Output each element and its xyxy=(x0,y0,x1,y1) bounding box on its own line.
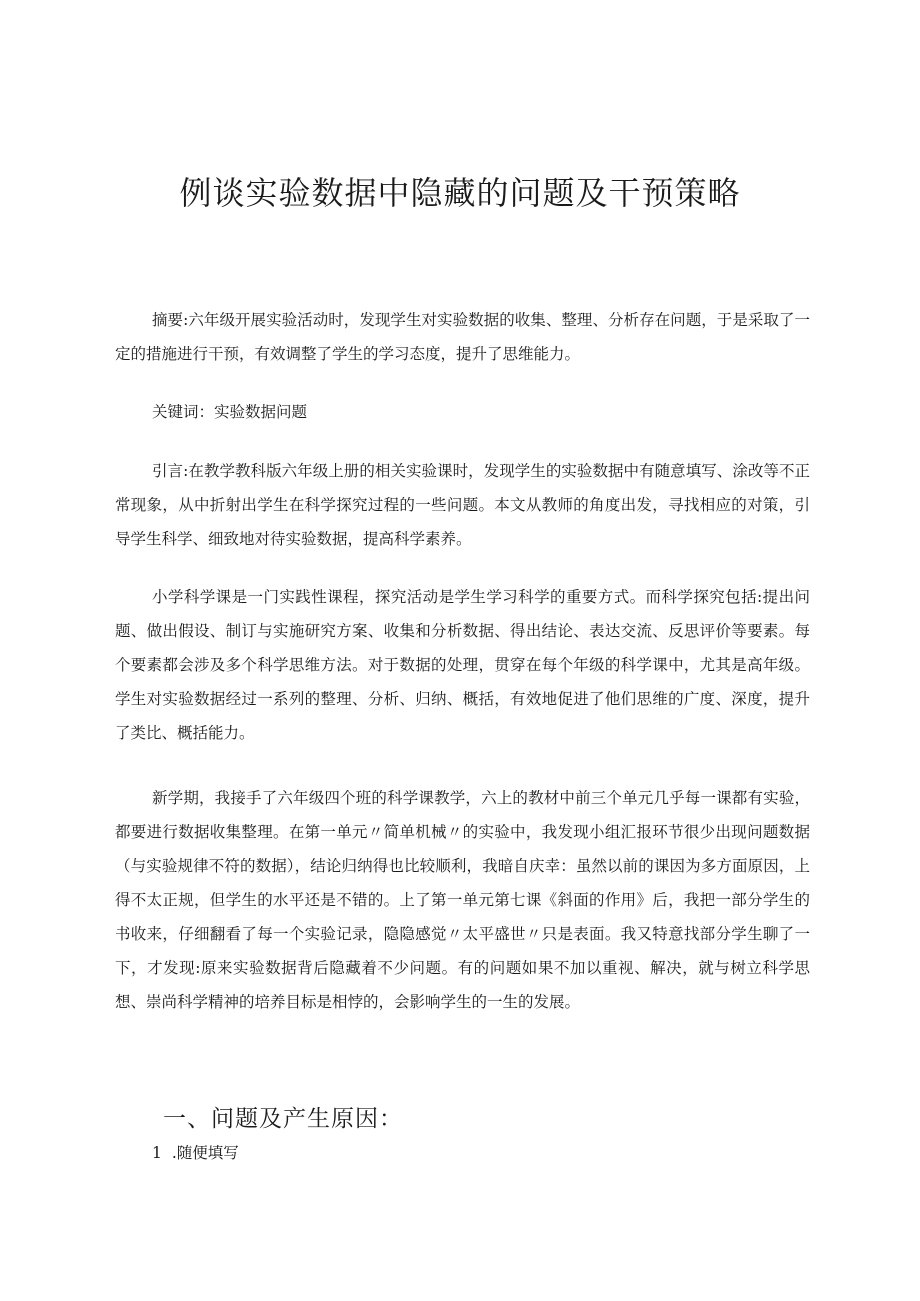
section-heading: 一、问题及产生原因： xyxy=(163,1106,403,1132)
abstract-paragraph xyxy=(115,303,810,371)
abstract-text: 六年级开展实验活动时，发现学生对实验数据的收集、整理、分析存在问题，于是采取了一定的措施进行干预，有效调整了学生的学习态度，提升了思维能力。 xyxy=(115,311,810,363)
subsection-number: 1 xyxy=(152,1144,162,1162)
keywords-text: 实验数据问题 xyxy=(214,403,308,421)
subsection-heading xyxy=(152,1136,239,1170)
abstract-label: 摘要: xyxy=(152,311,189,329)
body-paragraph: 小学科学课是一门实践性课程，探究活动是学生学习科学的重要方式。而科学探究包括:提出问题、做出假设、制订与实施研究方案、收集和分析数据、得出结论、表达交流、反思评价等要素。每个要素都会涉及多个科学思维方法。对于数据的处理，贯穿在每个年级的科学课中，尤其是高年级。学生对实验数据经过一系列的整理、分析、归纳、概括，有效地促进了他们思维的广度、深度，提升了类比、概括能力。 xyxy=(115,588,810,742)
intro-text: 在教学教科版六年级上册的相关实验课时，发现学生的实验数据中有随意填写、涂改等不正常现象，从中折射出学生在科学探究过程的一些问题。本文从教师的角度出发，寻找相应的对策，引导学生科学、细致地对待实验数据，提高科学素养。 xyxy=(115,462,810,548)
keywords-paragraph xyxy=(115,395,810,429)
body-paragraph: 新学期，我接手了六年级四个班的科学课教学，六上的教材中前三个单元几乎每一课都有实验，都要进行数据收集整理。在第一单元〃简单机械〃的实验中，我发现小组汇报环节很少出现问题数据（与实验规律不符的数据），结论归纳得也比较顺利，我暗自庆幸：虽然以前的课因为多方面原因，上得不太正规，但学生的水平还是不错的。上了第一单元第七课《斜面的作用》后，我把一部分学生的书收来，仔细翻看了每一个实验记录，隐隐感觉〃太平盛世〃只是表面。我又特意找部分学生聊了一下，才发现:原来实验数据背后隐藏着不少问题。有的问题如果不加以重视、解决，就与树立科学思想、崇尚科学精神的培养目标是相悖的，会影响学生的一生的发展。 xyxy=(115,789,810,1011)
intro-paragraph xyxy=(115,454,810,556)
subsection-text: .随便填写 xyxy=(171,1144,239,1162)
document-title: 例谈实验数据中隐藏的问题及干预策略 xyxy=(179,174,741,212)
intro-label: 引言: xyxy=(152,462,189,480)
keywords-label: 关键词： xyxy=(152,403,215,421)
